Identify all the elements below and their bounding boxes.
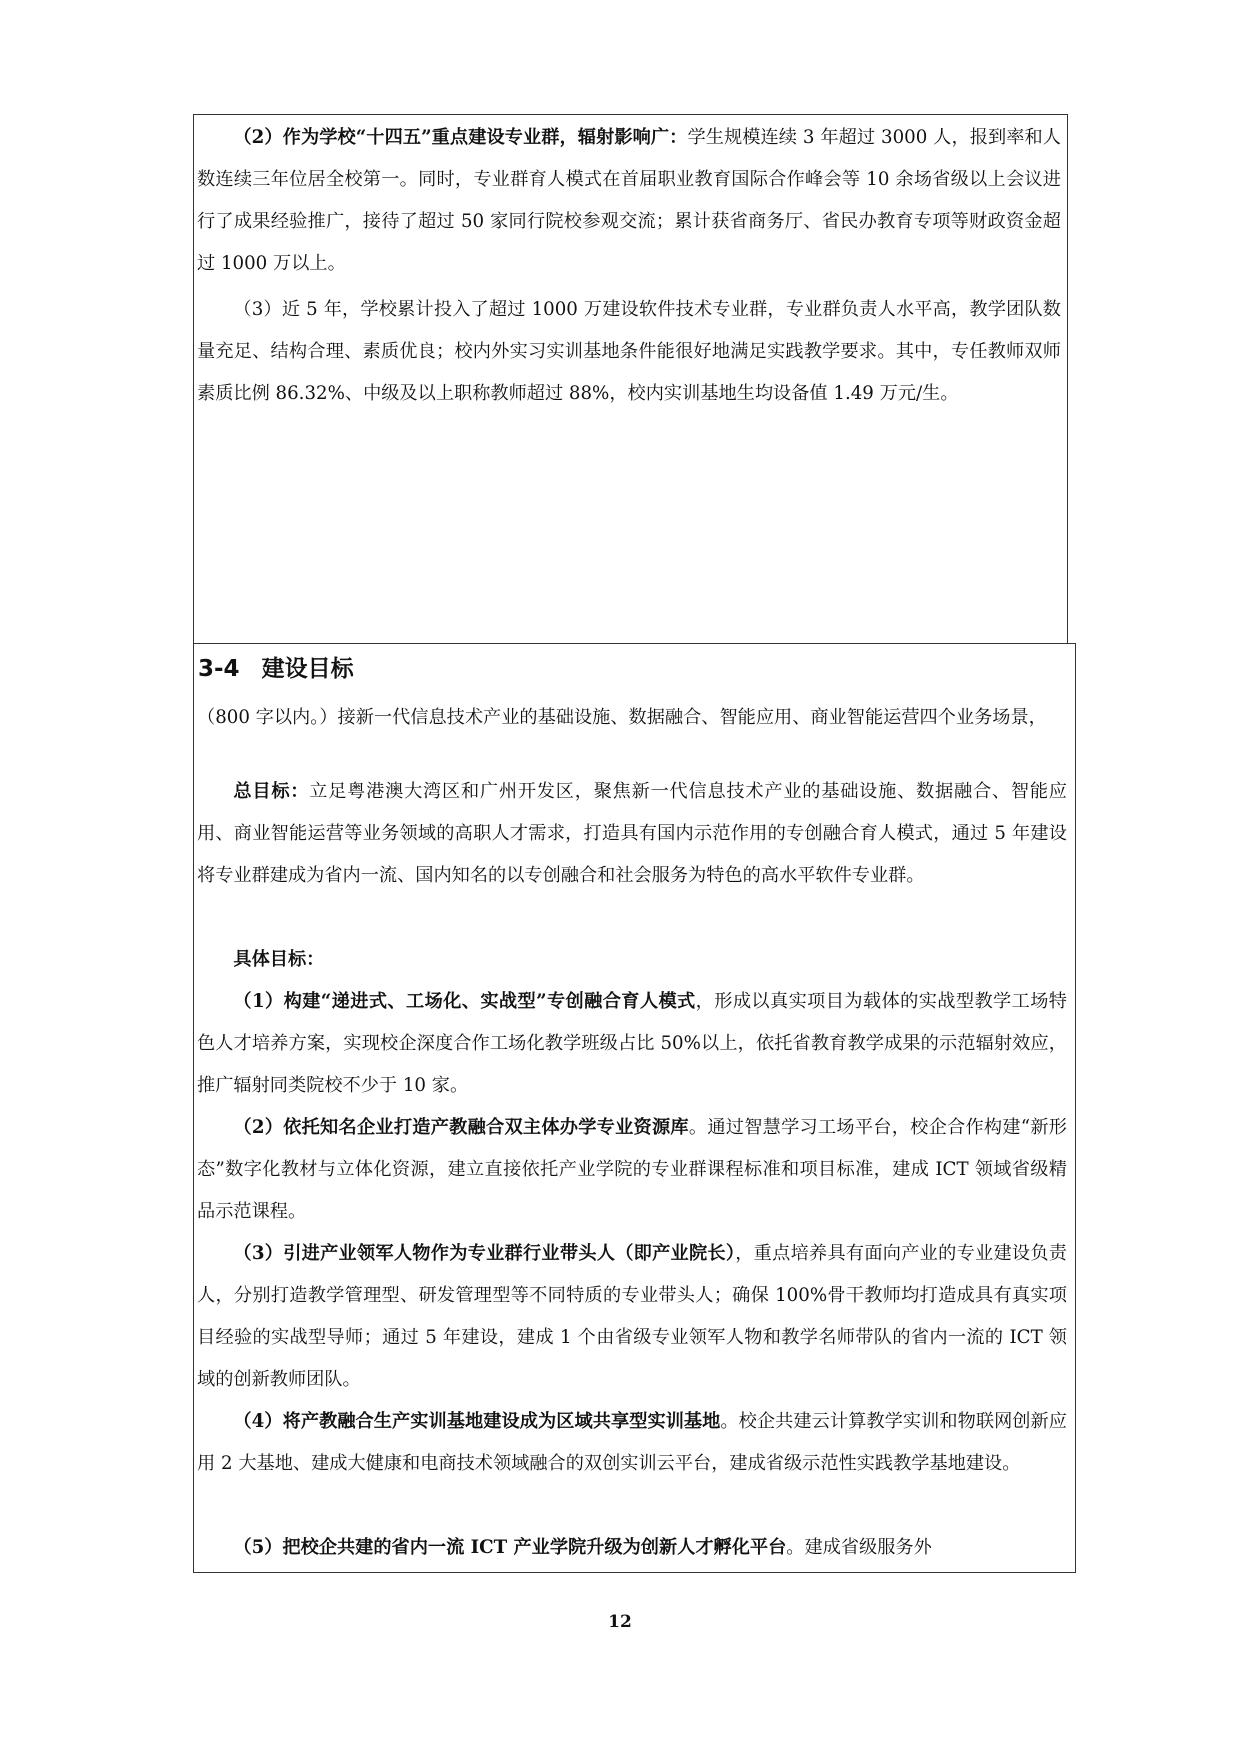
paragraph-3-text: （3）近 5 年，学校累计投入了超过 1000 万建设软件技术专业群，专业群负责人水平高，教学团队数量充足、结构合理、素质优良；校内外实习实训基地条件能很好地满足实践教学要求。其中，专任教师双师素质比例 86.32%、中级及以上职称教师超过 88%，校内实训基地生均设备值 1.49 万元/生。: [197, 299, 1061, 404]
goal-5: [197, 1527, 1067, 1569]
overall-goal-label: 总目标：: [233, 781, 310, 802]
section-heading: [198, 650, 354, 683]
goal-1: [197, 981, 1067, 1107]
section-intro: （800 字以内。）接新一代信息技术产业的基础设施、数据融合、智能应用、商业智能运营四个业务场景，: [197, 707, 1047, 728]
overall-goal: [197, 771, 1067, 897]
paragraph-2-text: 学生规模连续 3 年超过 3000 人，报到率和人数连续三年位居全校第一。同时，专业群育人模式在首届职业教育国际合作峰会等 10 余场省级以上会议进行了成果经验推广，接待了超过 50 家同行院校参观交流；累计获省商务厅、省民办教育专项等财政资金超过 1000 万以上。: [197, 127, 1061, 274]
specific-goals-heading: 具体目标：: [233, 949, 325, 970]
goal-3: [197, 1233, 1067, 1401]
paragraph-3: [197, 289, 1061, 415]
overall-goal-text: 立足粤港澳大湾区和广州开发区，聚焦新一代信息技术产业的基础设施、数据融合、智能应用、商业智能运营等业务领域的高职人才需求，打造具有国内示范作用的专创融合育人模式，通过 5 年建设将专业群建成为省内一流、国内知名的以专创融合和社会服务为特色的高水平软件专业群。: [197, 781, 1067, 886]
paragraph-2: [197, 117, 1061, 285]
goal-3-bold: （3）引进产业领军人物作为专业群行业带头人（即产业院长）: [233, 1243, 736, 1264]
goal-1-text: ，形成以真实项目为载体的实战型教学工场特色人才培养方案，实现校企深度合作工场化教学班级占比 50%以上，依托省教育教学成果的示范辐射效应，推广辐射同类院校不少于 10 家。: [197, 991, 1067, 1096]
goal-4: [197, 1401, 1067, 1485]
goal-3-text: ，重点培养具有面向产业的专业建设负责人，分别打造教学管理型、研发管理型等不同特质的专业带头人；确保 100%骨干教师均打造成具有真实项目经验的实战型导师；通过 5 年建设，建成 1 个由省级专业领军人物和教学名师带队的省内一流的 ICT 领域的创新教师团队。: [197, 1243, 1067, 1390]
goal-2-text: 。通过智慧学习工场平台，校企合作构建“新形态”数字化教材与立体化资源，建立直接依托产业学院的专业群课程标准和项目标准，建成 ICT 领域省级精品示范课程。: [197, 1117, 1067, 1222]
goal-2-bold: （2）依托知名企业打造产教融合双主体办学专业资源库: [233, 1117, 689, 1138]
paragraph-2-bold: （2）作为学校“十四五”重点建设专业群，辐射影响广：: [233, 127, 688, 148]
goal-2: [197, 1107, 1067, 1233]
goal-5-bold: （5）把校企共建的省内一流 ICT 产业学院升级为创新人才孵化平台: [233, 1537, 787, 1558]
section-box: [193, 643, 1076, 1573]
section-title: 建设目标: [261, 656, 354, 682]
previous-section-box: [193, 114, 1068, 644]
goal-1-bold: （1）构建“递进式、工场化、实战型”专创融合育人模式: [233, 991, 696, 1012]
page-number: 12: [608, 1612, 632, 1632]
goal-4-text: 。校企共建云计算教学实训和物联网创新应用 2 大基地、建成大健康和电商技术领域融合的双创实训云平台，建成省级示范性实践教学基地建设。: [197, 1411, 1067, 1474]
section-number: 3-4: [198, 656, 240, 682]
goal-5-text: 。建成省级服务外: [786, 1537, 932, 1558]
goal-4-bold: （4）将产教融合生产实训基地建设成为区域共享型实训基地: [233, 1411, 721, 1432]
